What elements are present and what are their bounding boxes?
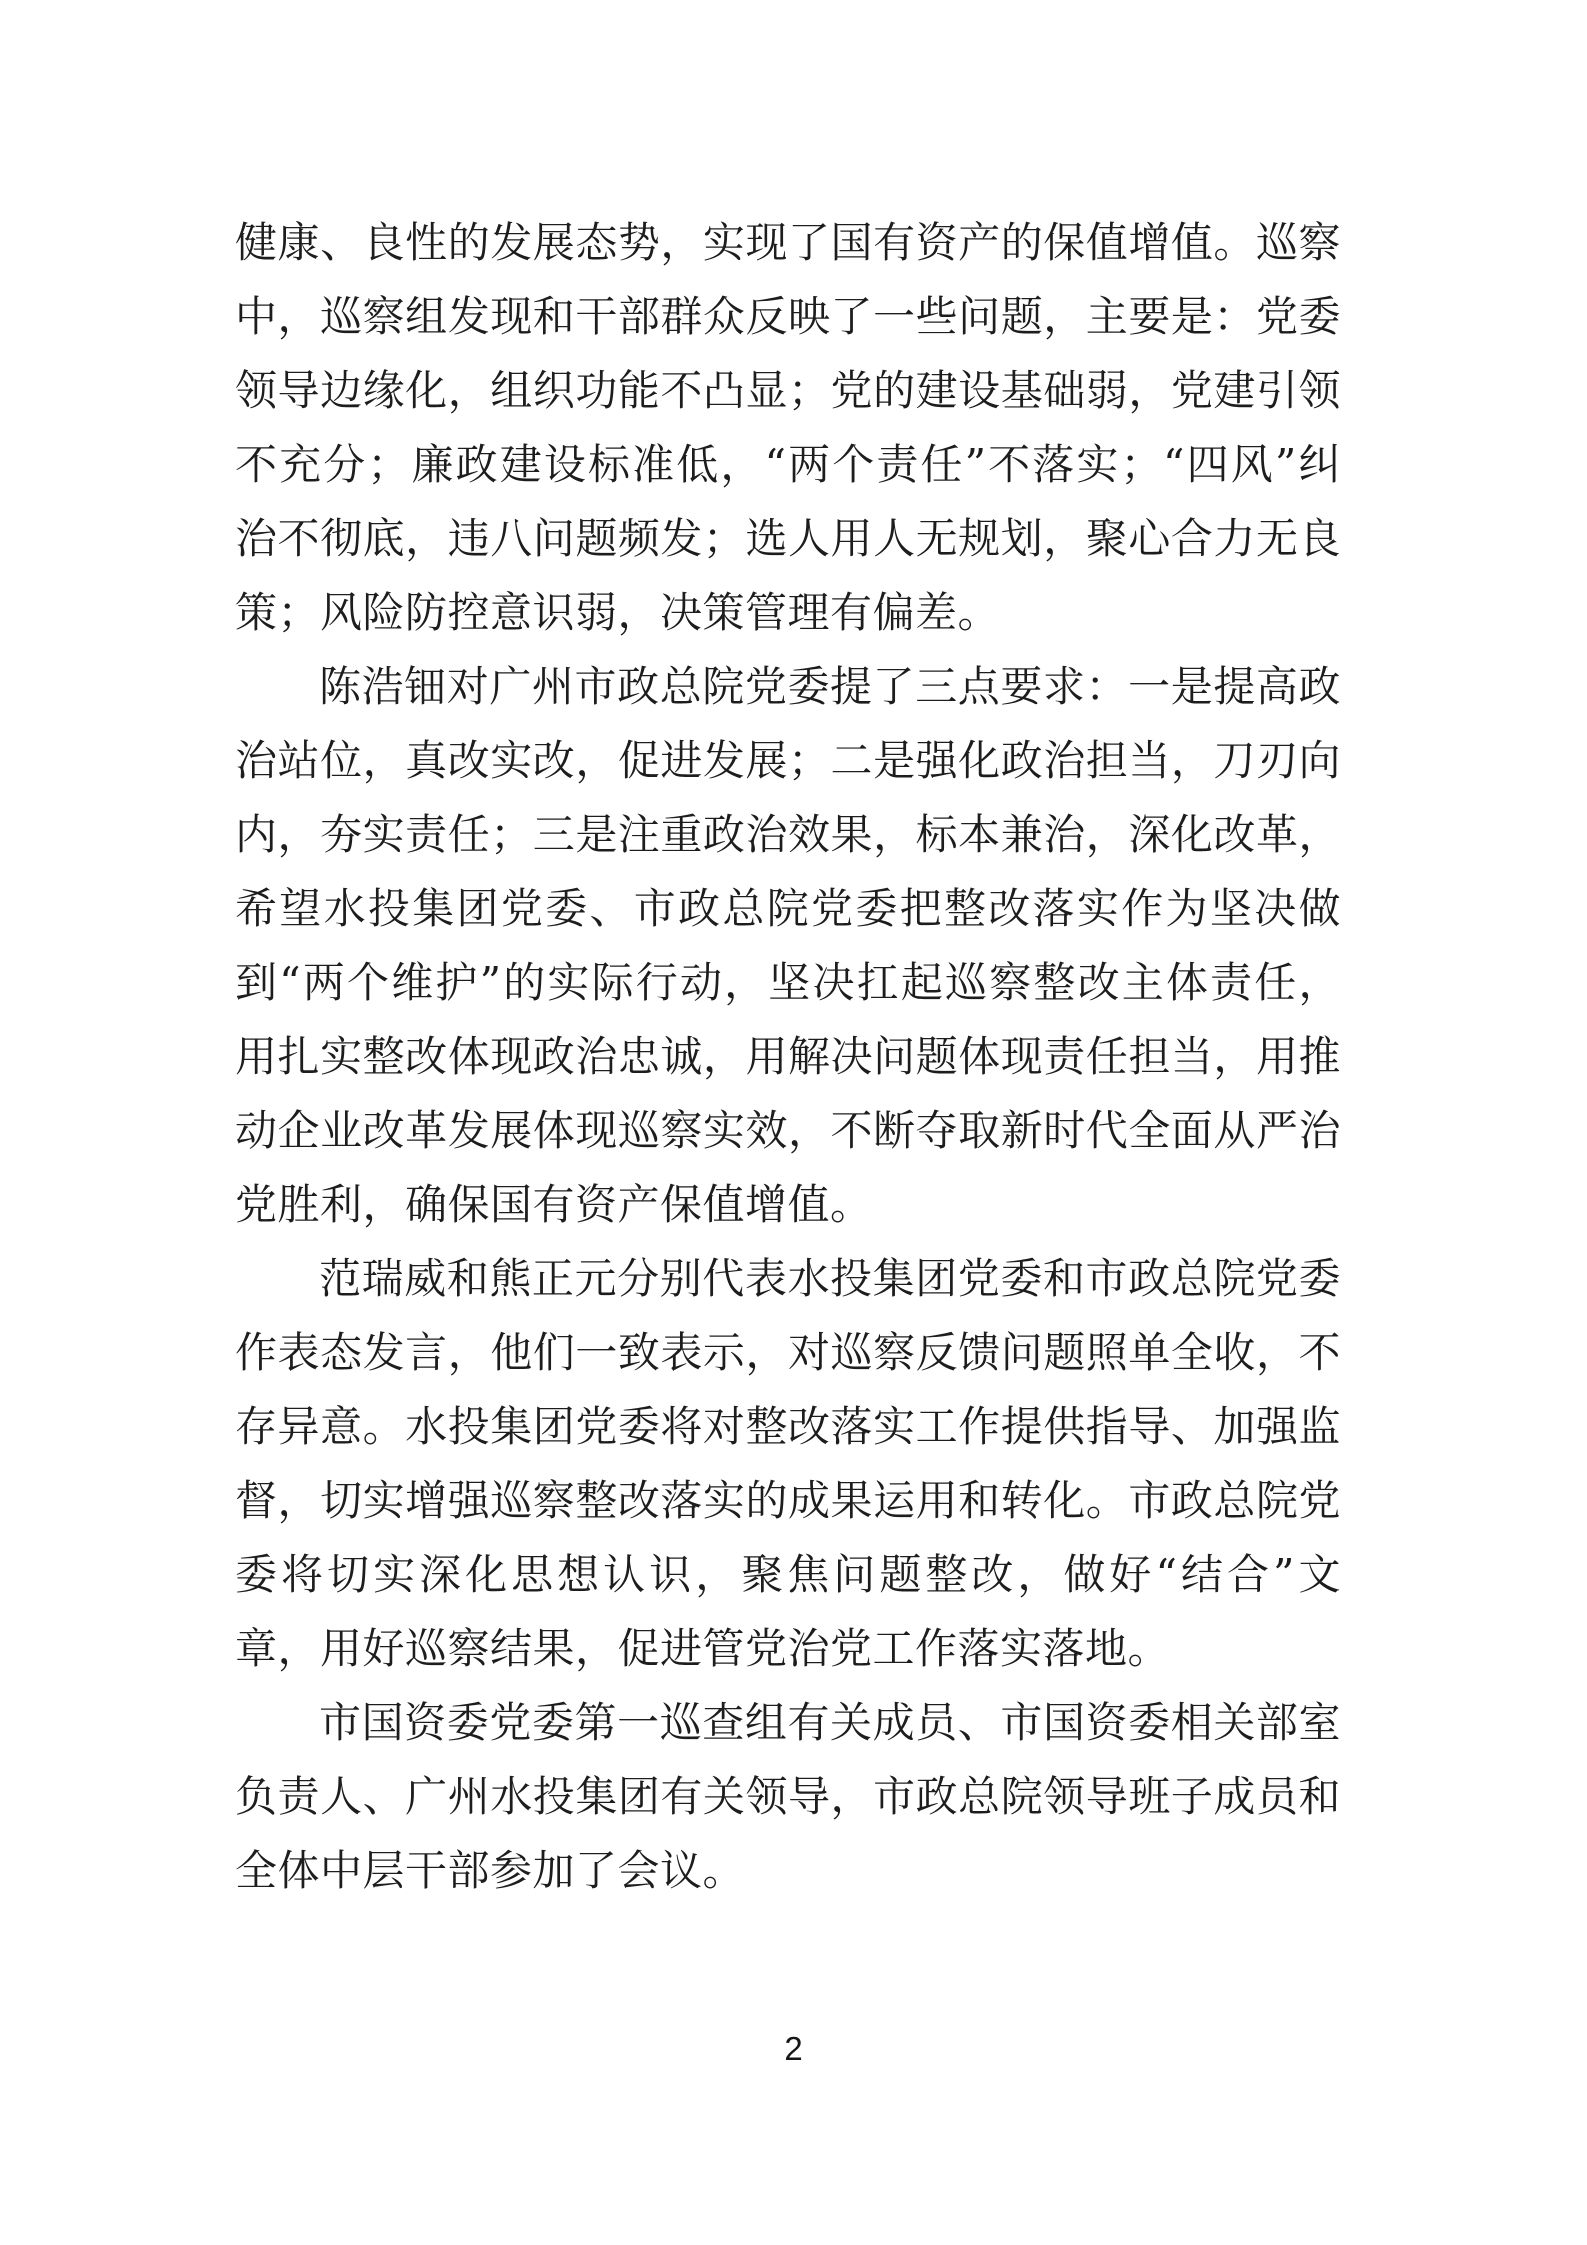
body-paragraph-2: 陈浩钿对广州市政总院党委提了三点要求：一是提高政治站位，真改实改，促进发展；二是强化政治担当，刀刃向内，夯实责任；三是注重政治效果，标本兼治，深化改革，希望水投集团党委、市政总院党委把整改落实作为坚决做到“两个维护”的实际行动，坚决扛起巡察整改主体责任，用扎实整改体现政治忠诚，用解决问题体现责任担当，用推动企业改革发展体现巡察实效，不断夺取新时代全面从严治党胜利，确保国有资产保值增值。 [235, 662, 1341, 1229]
body-paragraph-3: 范瑞威和熊正元分别代表水投集团党委和市政总院党委作表态发言，他们一致表示，对巡察反馈问题照单全收，不存异意。水投集团党委将对整改落实工作提供指导、加强监督，切实增强巡察整改落实的成果运用和转化。市政总院党委将切实深化思想认识，聚焦问题整改，做好“结合”文章，用好巡察结果，促进管党治党工作落实落地。 [235, 1254, 1341, 1673]
body-paragraph-4: 市国资委党委第一巡查组有关成员、市国资委相关部室负责人、广州水投集团有关领导，市政总院领导班子成员和全体中层干部参加了会议。 [235, 1698, 1341, 1895]
document-body [235, 206, 1341, 1908]
body-paragraph-1: 健康、良性的发展态势，实现了国有资产的保值增值。巡察中，巡察组发现和干部群众反映了一些问题，主要是：党委领导边缘化，组织功能不凸显；党的建设基础弱，党建引领不充分；廉政建设标准低，“两个责任”不落实；“四风”纠治不彻底，违八问题频发；选人用人无规划，聚心合力无良策；风险防控意识弱，决策管理有偏差。 [235, 218, 1341, 637]
page-number: 2 [784, 2030, 803, 2067]
